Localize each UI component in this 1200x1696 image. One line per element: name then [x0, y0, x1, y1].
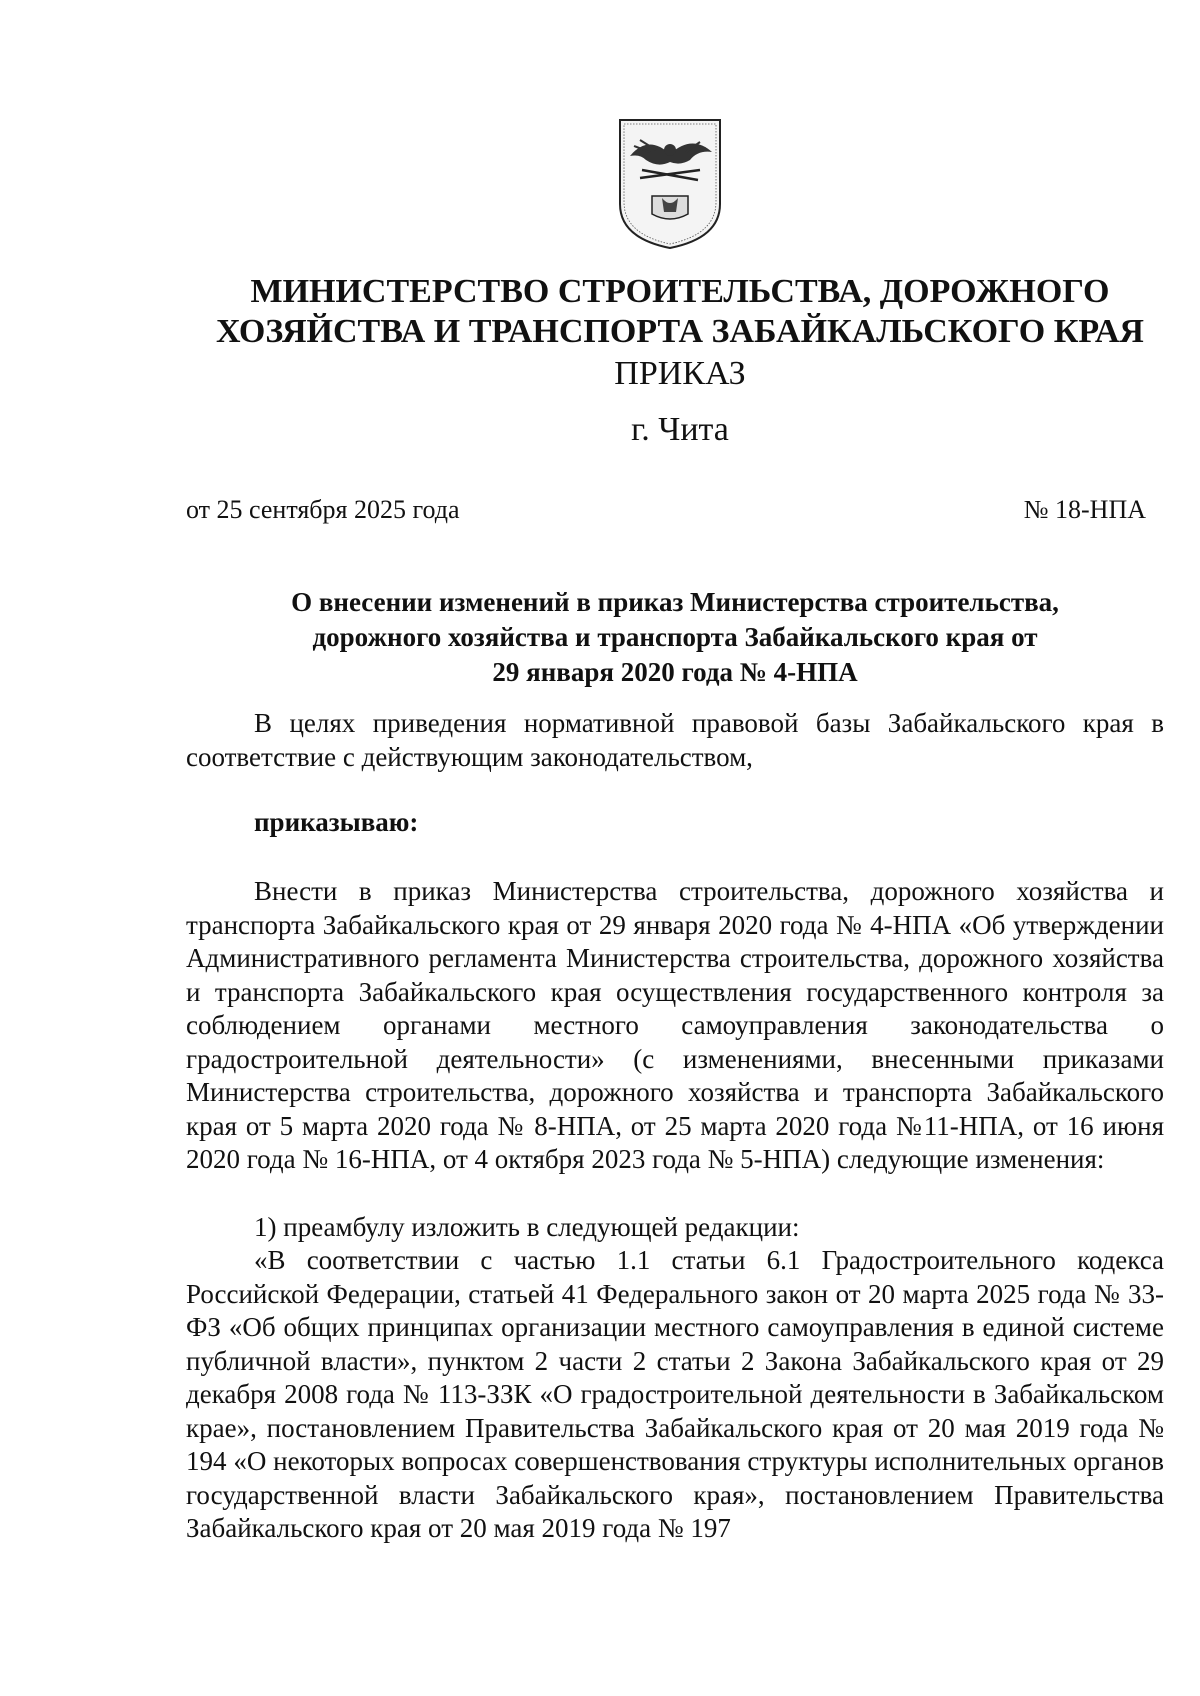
intro-paragraph: В целях приведения нормативной правовой базы Забайкальского края в соответствие с действующим законодательством, — [186, 708, 1164, 772]
order-date: от 25 сентября 2025 года — [186, 495, 460, 524]
item-1: 1) преамбулу изложить в следующей редакции: — [254, 1212, 800, 1242]
main-paragraph: Внести в приказ Министерства строительства, дорожного хозяйства и транспорта Забайкальского края от 29 января 2020 года № 4-НПА «Об утверждении Административного регламента Министерства строительства, дорожного хозяйства и транспорта Забайкальского края осуществления государственного контроля за соблюдением органами местного самоуправления законодательства о градостроительной деятельности» (с изменениями, внесенными приказами Министерства строительства, дорожного хозяйства и транспорта Забайкальского края от 5 марта 2020 года № 8-НПА, от 25 марта 2020 года №11-НПА, от 16 июня 2020 года № 16-НПА, от 4 октября 2023 года № 5-НПА) следующие изменения: — [186, 876, 1164, 1174]
preamble-quote: «В соответствии с частью 1.1 статьи 6.1 Градостроительного кодекса Российской Федерации, статьей 41 Федерального закон от 20 марта 2025 года № 33-ФЗ «Об общих принципах организации местного самоуправления в единой системе публичной власти», пунктом 2 части 2 статьи 2 Закона Забайкальского края от 29 декабря 2008 года № 113-ЗЗК «О градостроительной деятельности в Забайкальском крае», постановлением Правительства Забайкальского края от 20 мая 2019 года № 194 «О некоторых вопросах совершенствования структуры исполнительных органов государственной власти Забайкальского края», постановлением Правительства Забайкальского края от 20 мая 2019 года № 197 — [186, 1245, 1164, 1543]
order-word: приказываю: — [254, 807, 419, 837]
coat-of-arms-icon — [600, 112, 740, 252]
subject-line2: дорожного хозяйства и транспорта Забайкальского края от — [312, 622, 1038, 652]
ministry-name-line2: ХОЗЯЙСТВА И ТРАНСПОРТА ЗАБАЙКАЛЬСКОГО КРАЯ — [216, 313, 1144, 350]
document-type: ПРИКАЗ — [614, 355, 746, 392]
subject-line3: 29 января 2020 года № 4-НПА — [492, 657, 858, 687]
ministry-name-line1: МИНИСТЕРСТВО СТРОИТЕЛЬСТВА, ДОРОЖНОГО — [250, 273, 1110, 310]
city: г. Чита — [631, 411, 729, 448]
order-number: № 18-НПА — [1023, 495, 1146, 524]
subject-line1: О внесении изменений в приказ Министерства строительства, — [291, 587, 1059, 617]
